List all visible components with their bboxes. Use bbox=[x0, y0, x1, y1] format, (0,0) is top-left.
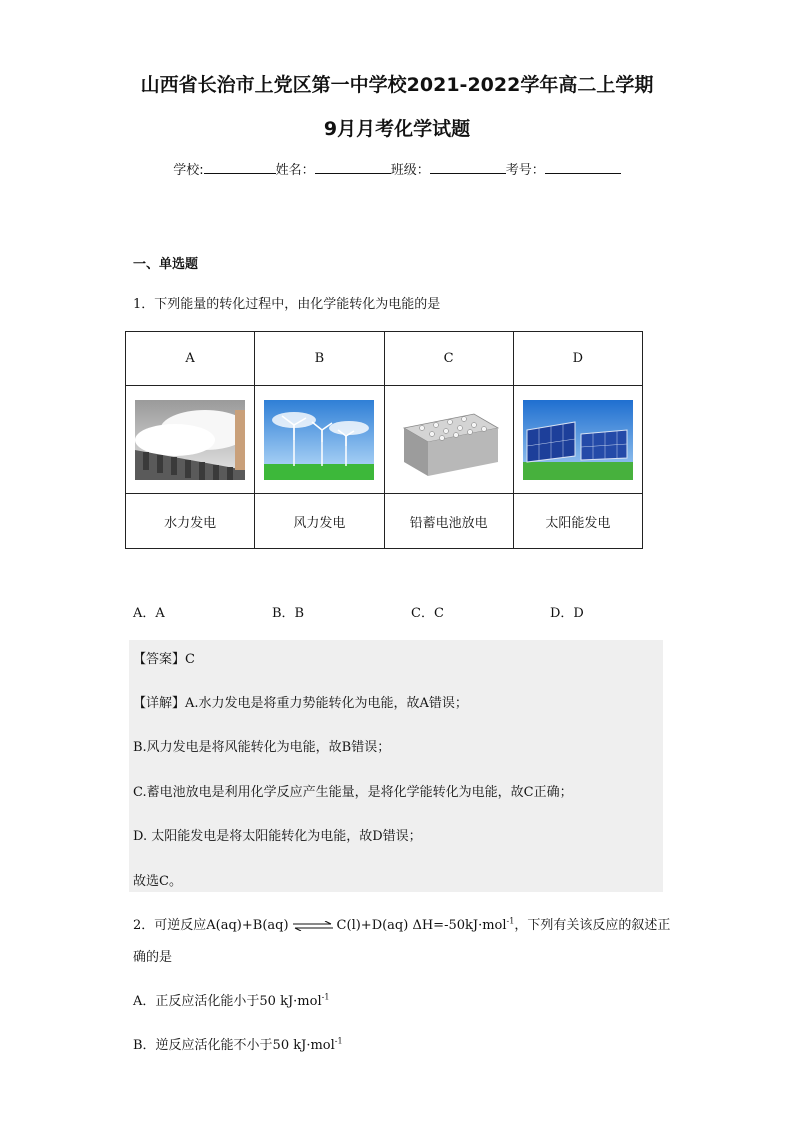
class-blank[interactable] bbox=[430, 161, 506, 174]
reversible-arrow-icon bbox=[293, 921, 333, 931]
caption-d: 太阳能发电 bbox=[513, 494, 642, 549]
table-header-d: D bbox=[513, 332, 642, 386]
student-info-line bbox=[0, 159, 794, 178]
school-blank[interactable] bbox=[204, 161, 276, 174]
choice-b[interactable]: B．B bbox=[272, 606, 305, 621]
q2-option-b[interactable] bbox=[133, 1034, 343, 1053]
table-header-b: B bbox=[255, 332, 384, 386]
q2-stem-line2: 确的是 bbox=[133, 950, 173, 965]
explain-line-3: C.蓄电池放电是利用化学反应产生能量，是将化学能转化为电能，故C正确； bbox=[133, 785, 573, 800]
q2-stem-part2: C(l)+D(aq) ΔH=-50kJ·mol bbox=[336, 918, 507, 933]
choice-d[interactable]: D．D bbox=[550, 606, 584, 621]
q2-option-a[interactable] bbox=[133, 990, 329, 1009]
lead-acid-battery-image bbox=[394, 400, 504, 480]
explain-line-2: B.风力发电是将风能转化为电能，故B错误； bbox=[133, 740, 391, 755]
doc-title-line2: 9月月考化学试题 bbox=[323, 118, 471, 140]
q1-choices bbox=[133, 602, 689, 621]
exam-no-blank[interactable] bbox=[545, 161, 621, 174]
caption-a: 水力发电 bbox=[126, 494, 255, 549]
name-blank[interactable] bbox=[315, 161, 391, 174]
q2-stem-part1: 2．可逆反应A(aq)+B(aq) bbox=[133, 918, 289, 933]
caption-c: 铅蓄电池放电 bbox=[384, 494, 513, 549]
exam-no-label: 考号： bbox=[505, 163, 545, 178]
name-label: 姓名： bbox=[275, 163, 315, 178]
solar-panels-image bbox=[523, 400, 633, 480]
q1-stem: 1．下列能量的转化过程中，由化学能转化为电能的是 bbox=[133, 297, 441, 312]
q1-options-table bbox=[125, 331, 643, 549]
q2-stem bbox=[133, 914, 670, 933]
explain-line-1: 【详解】A.水力发电是将重力势能转化为电能，故A错误； bbox=[133, 696, 468, 711]
choice-a[interactable]: A．A bbox=[133, 606, 165, 621]
table-header-a: A bbox=[126, 332, 255, 386]
answer-text: 【答案】C bbox=[133, 652, 195, 667]
doc-title-line1: 山西省长治市上党区第一中学校2021-2022学年高二上学期 bbox=[140, 74, 654, 96]
q2-stem-sup: -1 bbox=[506, 916, 515, 926]
section-heading: 一、单选题 bbox=[133, 257, 199, 272]
q2-option-a-text: A．正反应活化能小于50 kJ·mol bbox=[133, 994, 322, 1009]
hydropower-dam-image bbox=[135, 400, 245, 480]
q2-stem-part3: ，下列有关该反应的叙述正 bbox=[514, 918, 671, 933]
caption-b: 风力发电 bbox=[255, 494, 384, 549]
table-header-c: C bbox=[384, 332, 513, 386]
explain-line-4: D. 太阳能发电是将太阳能转化为电能，故D错误； bbox=[133, 829, 422, 844]
school-label: 学校: bbox=[173, 163, 204, 178]
q1-answer-box bbox=[129, 640, 663, 892]
explain-line-5: 故选C。 bbox=[133, 874, 182, 889]
q2-option-b-sup: -1 bbox=[334, 1036, 343, 1046]
wind-turbines-image bbox=[264, 400, 374, 480]
q2-option-b-text: B．逆反应活化能不小于50 kJ·mol bbox=[133, 1038, 335, 1053]
choice-c[interactable]: C．C bbox=[411, 606, 444, 621]
q2-option-a-sup: -1 bbox=[321, 992, 330, 1002]
class-label: 班级： bbox=[390, 163, 430, 178]
